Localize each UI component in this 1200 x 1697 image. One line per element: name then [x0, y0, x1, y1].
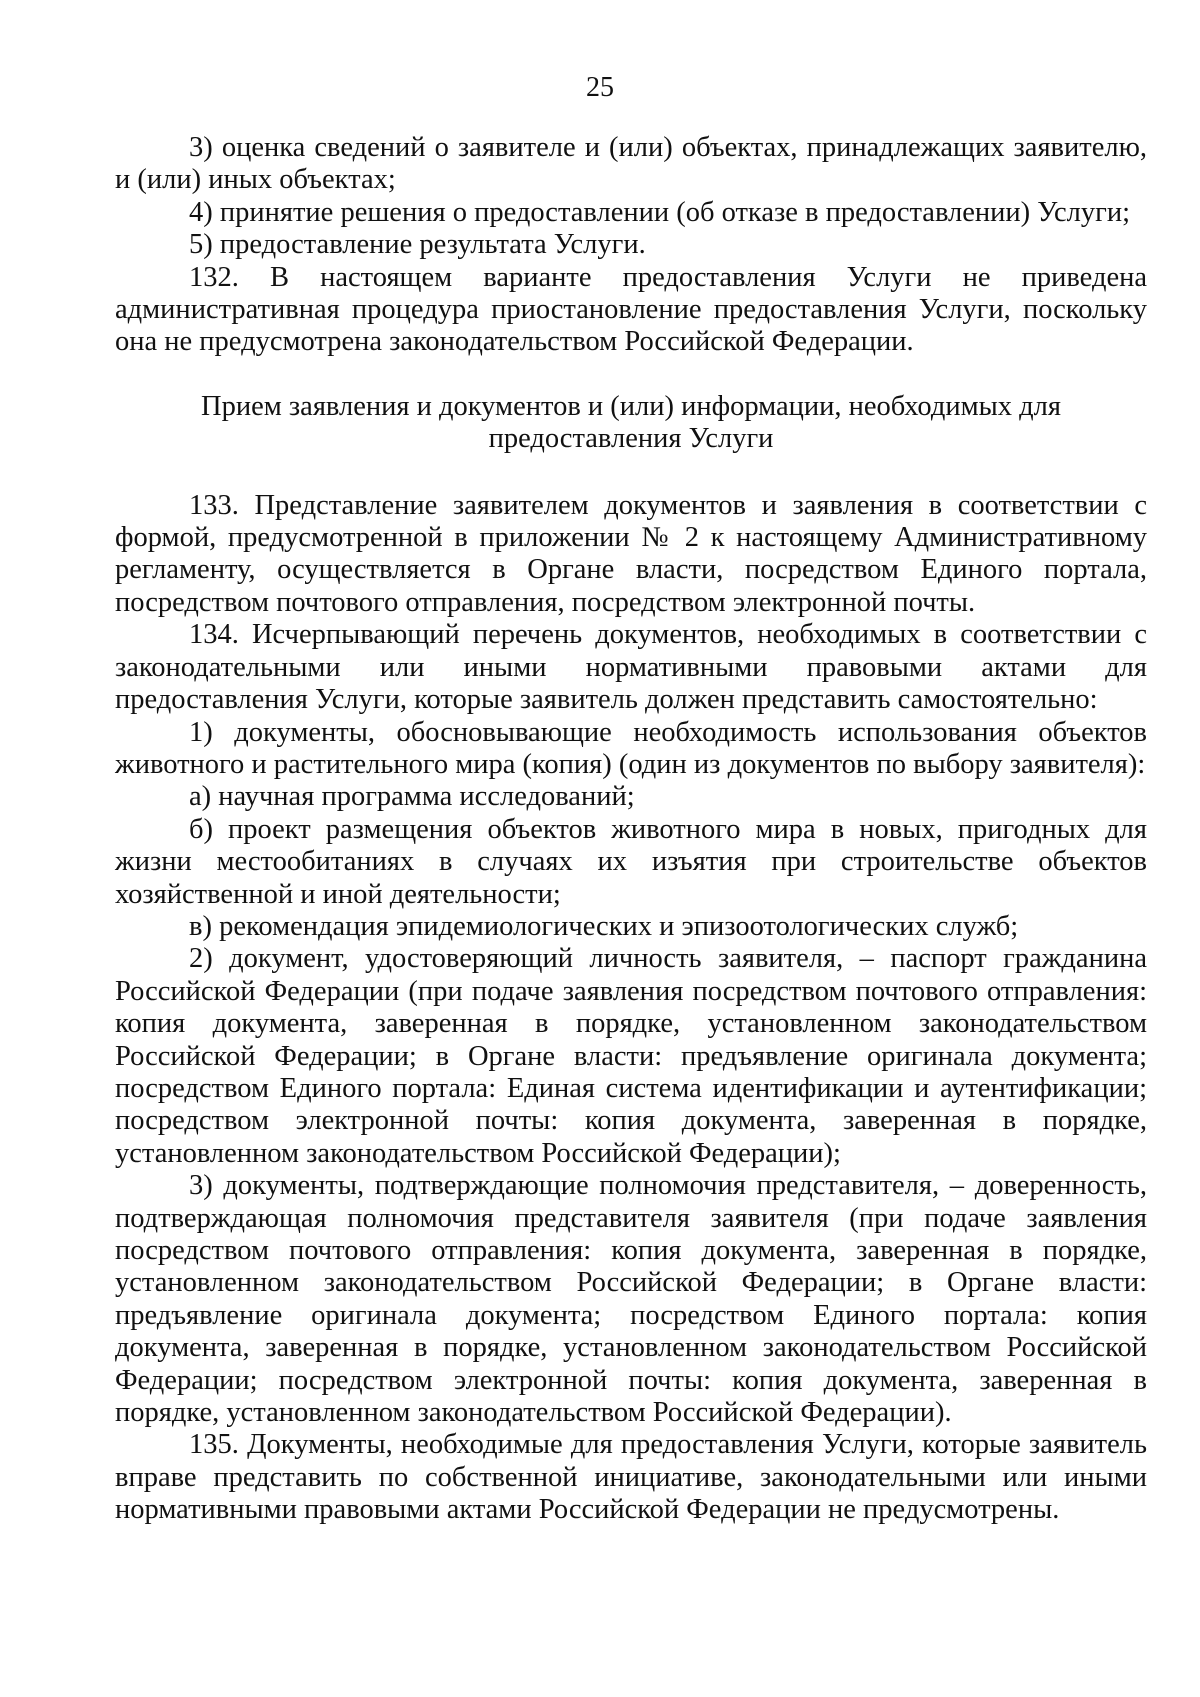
paragraph-134-item-2: 2) документ, удостоверяющий личность заявителя, – паспорт гражданина Российской Федерации (при подаче заявления посредством почтового отправления: копия документа, заверенная в порядке, установленном законодательством Российской Федерации; в Органе власти: предъявление оригинала документа; посредством Единого портала: Единая система идентификации и аутентификации; посредством электронной почты: копия документа, заверенная в порядке, установленном законодательством Российской Федерации);	[115, 943, 1147, 1169]
paragraph-134-item-1c: в) рекомендация эпидемиологических и эпизоотологических служб;	[189, 910, 1019, 942]
paragraph-132: 132. В настоящем варианте предоставления Услуги не приведена административная процедура приостановление предоставления Услуги, поскольку она не предусмотрена законодательством Российской Федерации.	[115, 261, 1147, 358]
page-number: 25	[586, 72, 614, 103]
paragraph-134-item-1b: б) проект размещения объектов животного мира в новых, пригодных для жизни местообитаниях в случаях их изъятия при строительстве объектов хозяйственной и иной деятельности;	[115, 813, 1147, 910]
paragraph-item-3-evaluation: 3) оценка сведений о заявителе и (или) объектах, принадлежащих заявителю, и (или) иных объектах;	[115, 132, 1147, 196]
paragraph-item-5-result: 5) предоставление результата Услуги.	[189, 229, 646, 261]
paragraph-134-item-1: 1) документы, обосновывающие необходимость использования объектов животного и растительного мира (копия) (один из документов по выбору заявителя):	[115, 716, 1147, 780]
paragraph-134-item-3: 3) документы, подтверждающие полномочия представителя, – доверенность, подтверждающая полномочия представителя заявителя (при подаче заявления посредством почтового отправления: копия документа, заверенная в порядке, установленном законодательством Российской Федерации; в Органе власти: предъявление оригинала документа; посредством Единого портала: копия документа, заверенная в порядке, установленном законодательством Российской Федерации; посредством электронной почты: копия документа, заверенная в порядке, установленном законодательством Российской Федерации).	[115, 1170, 1147, 1429]
section-heading: Прием заявления и документов и (или) информации, необходимых для предоставления Услуги	[201, 390, 1061, 455]
paragraph-134-item-1a: а) научная программа исследований;	[189, 781, 635, 813]
paragraph-item-4-decision: 4) принятие решения о предоставлении (об отказе в предоставлении) Услуги;	[189, 196, 1131, 228]
paragraph-134: 134. Исчерпывающий перечень документов, необходимых в соответствии с законодательными или иными нормативными правовыми актами для предоставления Услуги, которые заявитель должен представить самостоятельно:	[115, 619, 1147, 716]
paragraph-135: 135. Документы, необходимые для предоставления Услуги, которые заявитель вправе представить по собственной инициативе, законодательными или иными нормативными правовыми актами Российской Федерации не предусмотрены.	[115, 1429, 1147, 1526]
paragraph-133: 133. Представление заявителем документов и заявления в соответствии с формой, предусмотренной в приложении № 2 к настоящему Административному регламенту, осуществляется в Органе власти, посредством Единого портала, посредством почтового отправления, посредством электронной почты.	[115, 489, 1147, 618]
document-body	[115, 132, 1147, 1527]
